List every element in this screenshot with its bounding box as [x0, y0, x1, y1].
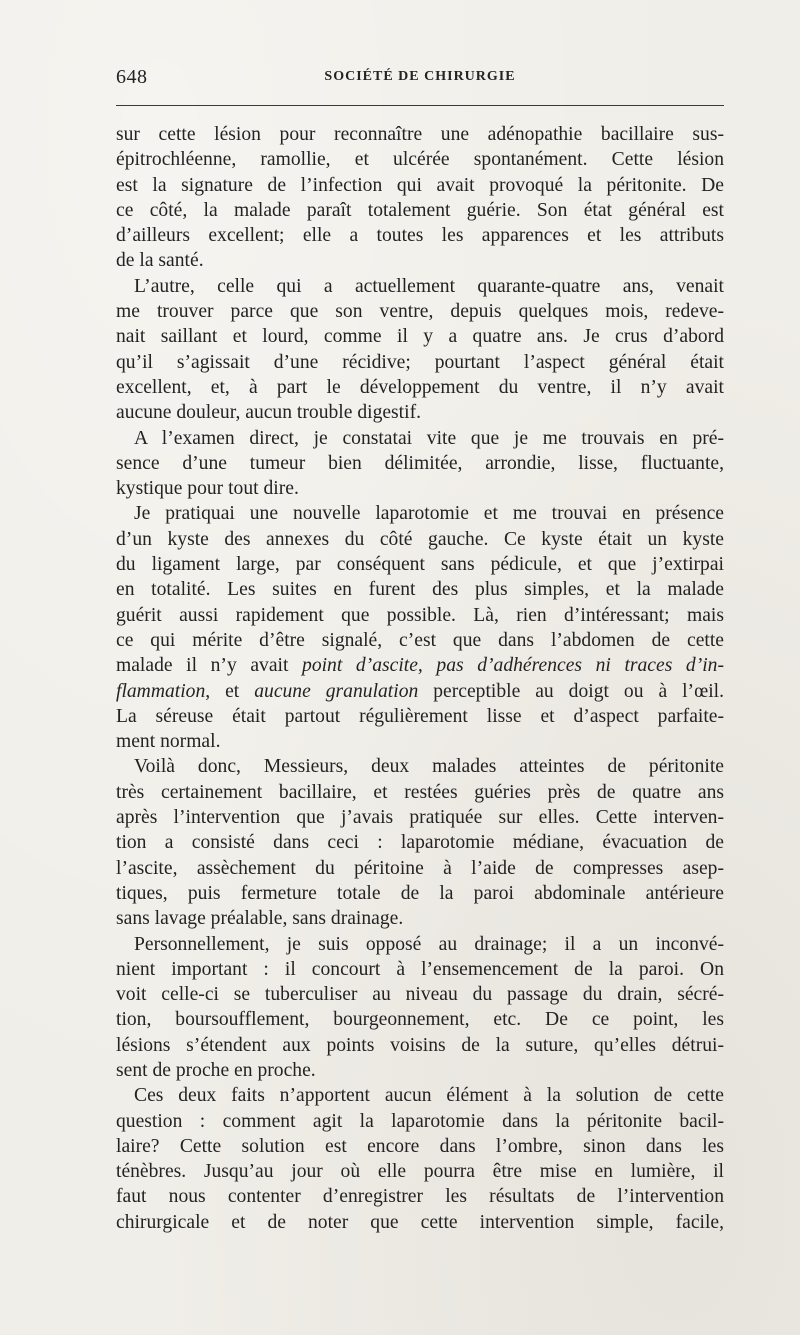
- text-line: [116, 679, 724, 704]
- text-line: lésions s’étendent aux points voisins de la suture, qu’elles détrui-: [116, 1034, 724, 1056]
- text-line: qu’il s’agissait d’une récidive; pourtant l’aspect général était: [116, 351, 724, 373]
- text-line: sence d’une tumeur bien délimitée, arrondie, lisse, fluctuante,: [116, 452, 724, 474]
- text-line: très certainement bacillaire, et restées guéries près de quatre ans: [116, 781, 724, 803]
- text-line: laire? Cette solution est encore dans l’ombre, sinon dans les: [116, 1135, 724, 1157]
- text-line: tion a consisté dans ceci : laparotomie médiane, évacuation de: [116, 832, 724, 854]
- italic-phrase: point d’ascite, pas d’adhérences ni traces d’in-: [302, 655, 725, 677]
- text-line: question : comment agit la laparotomie dans la péritonite bacil-: [116, 1110, 724, 1132]
- paragraph-start: Voilà donc, Messieurs, deux malades atteintes de péritonite: [134, 756, 724, 778]
- text-line: sur cette lésion pour reconnaître une adénopathie bacillaire sus-: [116, 124, 724, 145]
- text-line: me trouver parce que son ventre, depuis quelques mois, redeve-: [116, 301, 724, 323]
- text-line: kystique pour tout dire.: [116, 478, 299, 500]
- text-line: de la santé.: [116, 250, 204, 272]
- paragraph-start: Personnellement, je suis opposé au drainage; il a un inconvé-: [134, 933, 724, 955]
- text-line: ce côté, la malade paraît totalement guérie. Son état général est: [116, 199, 724, 221]
- line-segment: perceptible au doigt ou à l’œil.: [418, 680, 725, 702]
- page-number: 648: [116, 66, 148, 88]
- text-line: en totalité. Les suites en furent des plus simples, et la malade: [116, 579, 724, 601]
- header-rule: [116, 105, 724, 106]
- text-line: ce qui mérite d’être signalé, c’est que dans l’abdomen de cette: [116, 629, 724, 651]
- text-line: chirurgicale et de noter que cette intervention simple, facile,: [116, 1211, 724, 1233]
- text-line: ténèbres. Jusqu’au jour où elle pourra être mise en lumière, il: [116, 1161, 724, 1183]
- paragraph-start: A l’examen direct, je constatai vite que je me trouvais en pré-: [134, 427, 724, 449]
- text-line: faut nous contenter d’enregistrer les résultats de l’intervention: [116, 1186, 724, 1208]
- text-line: ment normal.: [116, 731, 221, 753]
- text-line: après l’intervention que j’avais pratiquée sur elles. Cette interven-: [116, 807, 724, 829]
- paragraph-start: L’autre, celle qui a actuellement quarante-quatre ans, venait: [134, 275, 724, 297]
- text-line: La séreuse était partout régulièrement lisse et d’aspect parfaite-: [116, 705, 724, 727]
- text-line: tion, boursoufflement, bourgeonnement, etc. De ce point, les: [116, 1009, 724, 1031]
- text-line: excellent, et, à part le développement du ventre, il n’y avait: [116, 376, 724, 398]
- text-line: l’ascite, assèchement du péritoine à l’aide de compresses asep-: [116, 857, 724, 879]
- line-segment: , et: [205, 680, 255, 702]
- line-segment: malade il n’y avait: [116, 655, 303, 677]
- text-line: [116, 653, 724, 678]
- running-head: [116, 66, 724, 96]
- text-line: guérit aussi rapidement que possible. Là, rien d’intéressant; mais: [116, 604, 724, 626]
- text-line: aucune douleur, aucun trouble digestif.: [116, 402, 421, 424]
- text-line: sent de proche en proche.: [116, 1059, 316, 1081]
- text-line: nait saillant et lourd, comme il y a quatre ans. Je crus d’abord: [116, 326, 724, 348]
- text-line: d’ailleurs excellent; elle a toutes les apparences et les attributs: [116, 225, 724, 247]
- paragraph-start: Je pratiquai une nouvelle laparotomie et me trouvai en présence: [134, 503, 724, 525]
- text-line: nient important : il concourt à l’ensemencement de la paroi. On: [116, 958, 724, 980]
- text-line: sans lavage préalable, sans drainage.: [116, 908, 404, 930]
- text-line: tiques, puis fermeture totale de la paroi abdominale antérieure: [116, 882, 724, 904]
- running-title: SOCIÉTÉ DE CHIRURGIE: [324, 69, 516, 84]
- text-line: voit celle-ci se tuberculiser au niveau du passage du drain, sécré-: [116, 984, 724, 1006]
- paragraph-start: Ces deux faits n’apportent aucun élément à la solution de cette: [134, 1085, 724, 1107]
- italic-phrase: flammation: [116, 680, 206, 702]
- text-line: d’un kyste des annexes du côté gauche. Ce kyste était un kyste: [116, 528, 724, 550]
- text-line: du ligament large, par conséquent sans pédicule, et que j’extirpai: [116, 554, 724, 576]
- text-line: épitrochléenne, ramollie, et ulcérée spontanément. Cette lésion: [116, 149, 724, 171]
- body-text: [116, 122, 724, 1235]
- text-line: est la signature de l’infection qui avait provoqué la péritonite. De: [116, 174, 724, 196]
- italic-phrase: aucune granulation: [254, 680, 419, 702]
